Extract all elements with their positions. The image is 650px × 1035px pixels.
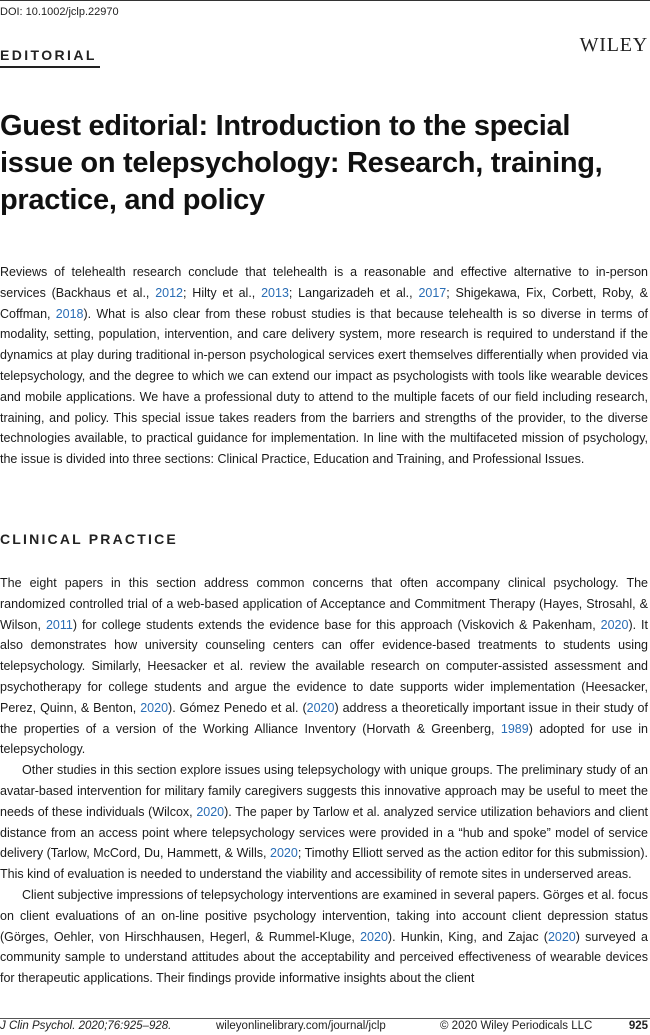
- clinical-paragraph-3: [0, 885, 648, 989]
- citation-link[interactable]: 2018: [55, 306, 84, 321]
- footer-journal-url[interactable]: wileyonlinelibrary.com/journal/jclp: [216, 1020, 386, 1032]
- top-rule: [0, 0, 650, 1]
- citation-link[interactable]: 2011: [45, 617, 73, 632]
- article-title: Guest editorial: Introduction to the special issue on telepsychology: Research, training, practice, and policy: [0, 110, 603, 216]
- footer-journal-citation: J Clin Psychol. 2020;76:925–928.: [0, 1020, 172, 1032]
- citation-link[interactable]: 2012: [155, 285, 184, 300]
- body-text: ). Hunkin, King, and Zajac (: [387, 929, 548, 944]
- publisher-logo[interactable]: WILEY: [579, 34, 648, 56]
- body-text: ). The paper by Tarlow et al. analyzed service utilization behaviors and client distance from an access point where telepsychology services were provided in a “hub and spoke” model of service delivery (Tarlow, McCord, Du, Hammett, & Wills,: [0, 804, 649, 861]
- clinical-paragraph-1: [0, 573, 648, 760]
- citation-link[interactable]: 2020: [600, 617, 629, 632]
- body-text: Other studies in this section explore issues using telepsychology with unique groups. The preliminary study of an avatar-based intervention for military family caregivers suggests this innovative approach may be useful to meet the needs of these individuals (Wilcox,: [0, 763, 648, 819]
- body-text: ) surveyed a community sample to understand attitudes about the acceptability and perceived effectiveness of wearable devices for therapeutic applications. Their findings provide informative insights about the client: [0, 929, 648, 986]
- footer-rule: [0, 1018, 650, 1019]
- citation-link[interactable]: 1989: [500, 721, 529, 736]
- citation-link[interactable]: 2020: [360, 929, 388, 944]
- citation-link[interactable]: 2020: [306, 700, 335, 715]
- doi[interactable]: DOI: 10.1002/jclp.22970: [0, 6, 119, 18]
- citation-link[interactable]: 2020: [270, 846, 298, 861]
- intro-paragraph: [0, 262, 648, 470]
- body-text: ) adopted for use in telepsychology.: [0, 721, 649, 757]
- clinical-practice-section: [0, 573, 648, 989]
- intro-text: Reviews of telehealth research conclude that telehealth is a reasonable and effective alternative to in-person services (Backhaus et al.,: [0, 265, 648, 300]
- body-text: ). Gómez Penedo et al. (: [168, 700, 307, 715]
- intro-text: ; Shigekawa, Fix, Corbett, Roby, & Coffman,: [0, 285, 648, 321]
- section-heading-clinical-practice: CLINICAL PRACTICE: [0, 531, 178, 547]
- body-text: ). It also demonstrates how university counseling centers can offer evidence-based treatments to students using telepsychology. Similarly, Heesacker et al. review the available research on computer-assisted assessment and psychotherapy for college students and argue the evidence to date supports wider implementation (Heesacker, Perez, Quinn, & Benton,: [0, 617, 648, 715]
- footer-copyright: © 2020 Wiley Periodicals LLC: [440, 1020, 593, 1032]
- intro-text: ; Langarizadeh et al.,: [288, 285, 419, 300]
- clinical-paragraph-2: [0, 760, 648, 885]
- section-label-underline: [0, 66, 100, 68]
- body-text: ; Timothy Elliott served as the action editor for this submission). This kind of evaluation is needed to understand the viability and accessibility of remote sites in underserved areas.: [0, 846, 649, 882]
- section-label: EDITORIAL: [0, 47, 97, 63]
- citation-link[interactable]: 2017: [418, 285, 447, 300]
- body-text: ) for college students extends the evidence base for this approach (Viskovich & Pakenham,: [72, 617, 601, 632]
- citation-link[interactable]: 2020: [547, 929, 576, 944]
- citation-link[interactable]: 2020: [140, 700, 169, 715]
- body-text: The eight papers in this section address common concerns that often accompany clinical psychology. The randomized controlled trial of a web-based application of Acceptance and Commitment Therapy (Hayes, Strosahl, & Wilson,: [0, 576, 648, 632]
- body-text: Client subjective impressions of telepsychology interventions are examined in several papers. Görges et al. focus on client evaluations of an on-line positive psychology intervention, taking into account client depression status (Görges, Oehler, von Hirschhausen, Hegerl, & Rummel-Kluge,: [0, 887, 648, 944]
- page-number: 925: [628, 1020, 648, 1032]
- citation-link[interactable]: 2020: [196, 804, 225, 819]
- citation-link[interactable]: 2013: [261, 285, 289, 300]
- intro-text: ). What is also clear from these robust studies is that because telehealth is so diverse in terms of modality, setting, population, intervention, and care delivery system, more research is required to understand if the dynamics at play during traditional in-person psychological services exert themselves differentially when provided via telepsychology, and the degree to which we can extend our impact as psychologists with tools like wearable devices and mobile applications. We have a professional duty to attend to the multiple facets of our field including research, training, and policy. This special issue takes readers from the barriers and strengths of the provider, to the diverse technologies available, to practical guidance for implementation. In line with the multifaceted mission of psychology, the issue is divided into three sections: Clinical Practice, Education and Training, and Professional Issues.: [0, 306, 648, 467]
- body-text: ) address a theoretically important issue in their study of the properties of a version of the Working Alliance Inventory (Horvath & Greenberg,: [0, 700, 648, 736]
- intro-text: ; Hilty et al.,: [183, 285, 262, 300]
